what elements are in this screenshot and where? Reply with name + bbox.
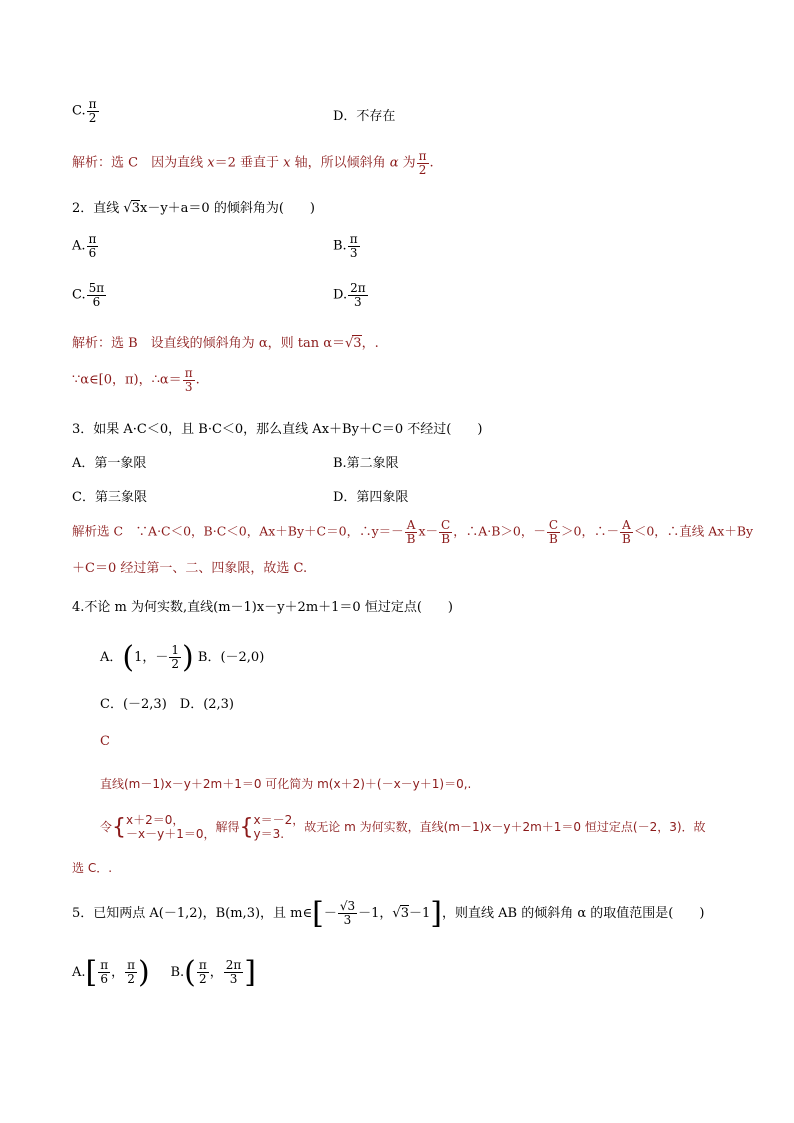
q4-solution-line3: 选 C．. — [72, 861, 113, 875]
q4-answer: C — [100, 734, 110, 749]
q2-option-a: A. $\frac{\pi}{6}$ — [72, 232, 97, 260]
q5-options: A.[ $\frac{\pi}{6}$ ， $\frac{\pi}{2}$ ) B.( $\frac{\pi}{2}$ ， $\frac{2\pi}{3}$ ] — [72, 955, 256, 990]
q3-stem: 3．如果 A·C＜0，且 B·C＜0，那么直线 Ax＋By＋C＝0 不经过( ) — [72, 422, 483, 437]
q4-solution-line2: 令{ x＋2＝0， －x－y＋1＝0， 解得{ x＝－2， y＝3. 故无论 m 为何实数，直线(m－1)x－y＋2m＋1＝0 恒过定点(－2，3)．故 — [100, 813, 706, 842]
q4-options-cd: C．(－2,3) D．(2,3) — [100, 697, 235, 712]
q3-option-d: D．第四象限 — [333, 490, 409, 505]
q3-analysis: 解析选 C ∵A·C＜0，B·C＜0，Ax＋By＋C＝0，∴y＝－ $\frac{A}{B}$ x－ $\frac{C}{B}$ ，∴A·B＞0，－ $\frac{C}{B}$ ＞0，∴－ $\frac{A}{B}$ ＜0，∴直线 Ax＋By — [72, 518, 754, 546]
q1-analysis: 解析：选 C 因为直线 x＝2 垂直于 x 轴，所以倾斜角 α 为 $\frac{\pi}{2}$ . — [72, 149, 434, 177]
q3-option-a: A．第一象限 — [72, 456, 147, 471]
q2-option-d: D. $\frac{2\pi}{3}$ — [333, 281, 366, 309]
q4-options-ab: A．(1，－ $\frac{1}{2}$ ) B．(－2,0) — [100, 640, 265, 675]
q2-analysis: 解析：选 B 设直线的倾斜角为 α，则 tan α＝√3，. — [72, 336, 379, 351]
q4-stem: 4.不论 m 为何实数,直线(m－1)x－y＋2m＋1＝0 恒过定点( ) — [72, 600, 453, 615]
q2-option-c: C. $\frac{5\pi}{6}$ — [72, 281, 105, 309]
q3-option-c: C．第三象限 — [72, 490, 147, 505]
fraction: $\frac{\pi}{2}$ — [88, 97, 97, 125]
q1-option-c: C. $\frac{\pi}{2}$ — [72, 97, 97, 125]
q2-option-b: B. $\frac{\pi}{3}$ — [333, 232, 358, 260]
q2-analysis-condition: ∵α∈[0，π)，∴α＝ $\frac{\pi}{3}$ . — [72, 366, 200, 394]
q5-stem: 5．已知两点 A(－1,2)，B(m,3)，且 m∈[－ $\frac{√3}{3}$ －1，√3－1]，则直线 AB 的倾斜角 α 的取值范围是( ) — [72, 896, 705, 931]
q3-option-b: B.第二象限 — [333, 456, 399, 471]
q4-solution-line1: 直线(m－1)x－y＋2m＋1＝0 可化简为 m(x＋2)＋(－x－y＋1)＝0,. — [100, 777, 472, 791]
q2-stem: 2．直线 √3x－y＋a＝0 的倾斜角为( ) — [72, 201, 315, 216]
q1-option-d: D．不存在 — [333, 109, 396, 124]
q3-analysis-line2: ＋C＝0 经过第一、二、四象限，故选 C. — [72, 561, 308, 576]
